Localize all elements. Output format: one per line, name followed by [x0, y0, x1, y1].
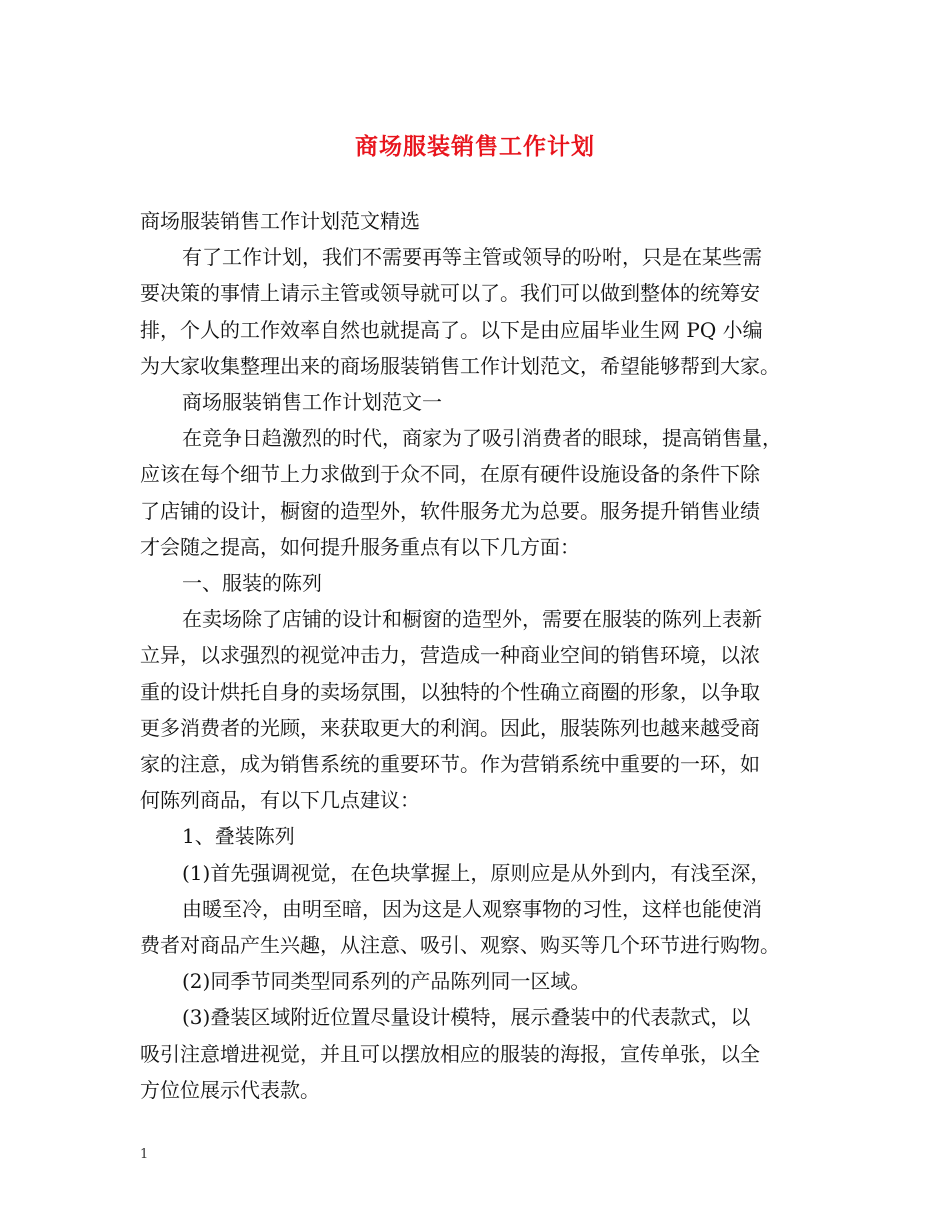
- document-title: 商场服装销售工作计划: [355, 133, 595, 160]
- body-line: 要决策的事情上请示主管或领导就可以了。我们可以做到整体的统筹安: [140, 281, 760, 306]
- subsection-heading: 1、叠装陈列: [182, 824, 295, 849]
- body-line: 费者对商品产生兴趣，从注意、吸引、观察、购买等几个环节进行购物。: [140, 933, 780, 958]
- body-line: 才会随之提高，如何提升服务重点有以下几方面：: [140, 534, 580, 559]
- body-line: 由暖至冷，由明至暗，因为这是人观察事物的习性，这样也能使消: [182, 896, 762, 921]
- body-line: 为大家收集整理出来的商场服装销售工作计划范文，希望能够帮到大家。: [140, 353, 780, 378]
- body-line: 重的设计烘托自身的卖场氛围，以独特的个性确立商圈的形象，以争取: [140, 679, 760, 704]
- body-line: 有了工作计划，我们不需要再等主管或领导的吩咐，只是在某些需: [182, 245, 762, 270]
- section-heading: 商场服装销售工作计划范文一: [182, 390, 442, 415]
- body-line: 家的注意，成为销售系统的重要环节。作为营销系统中重要的一环，如: [140, 752, 760, 777]
- body-line: (1)首先强调视觉，在色块掌握上，原则应是从外到内，有浅至深，: [182, 860, 771, 885]
- body-line: 排，个人的工作效率自然也就提高了。以下是由应届毕业生网 PQ 小编: [140, 317, 763, 342]
- body-line: 立异，以求强烈的视觉冲击力，营造成一种商业空间的销售环境，以浓: [140, 643, 760, 668]
- body-line: 方位位展示代表款。: [140, 1077, 320, 1102]
- page-number: 1: [140, 1147, 149, 1162]
- body-line: 更多消费者的光顾，来获取更大的利润。因此，服装陈列也越来越受商: [140, 715, 760, 740]
- body-line: (3)叠装区域附近位置尽量设计模特，展示叠装中的代表款式，以: [182, 1005, 751, 1030]
- body-line: 吸引注意增进视觉，并且可以摆放相应的服装的海报，宣传单张，以全: [140, 1041, 760, 1066]
- body-line: (2)同季节同类型同系列的产品陈列同一区域。: [182, 969, 591, 994]
- body-line: 在卖场除了店铺的设计和橱窗的造型外，需要在服装的陈列上表新: [182, 607, 762, 632]
- body-line: 在竞争日趋激烈的时代，商家为了吸引消费者的眼球，提高销售量，: [182, 426, 782, 451]
- body-line: 了店铺的设计，橱窗的造型外，软件服务尤为总要。服务提升销售业绩: [140, 498, 760, 523]
- body-line: 何陈列商品，有以下几点建议：: [140, 788, 420, 813]
- section-heading: 一、服装的陈列: [182, 571, 322, 596]
- body-line: 应该在每个细节上力求做到于众不同，在原有硬件设施设备的条件下除: [140, 462, 760, 487]
- document-body: [140, 203, 820, 1108]
- body-line: 商场服装销售工作计划范文精选: [140, 209, 420, 233]
